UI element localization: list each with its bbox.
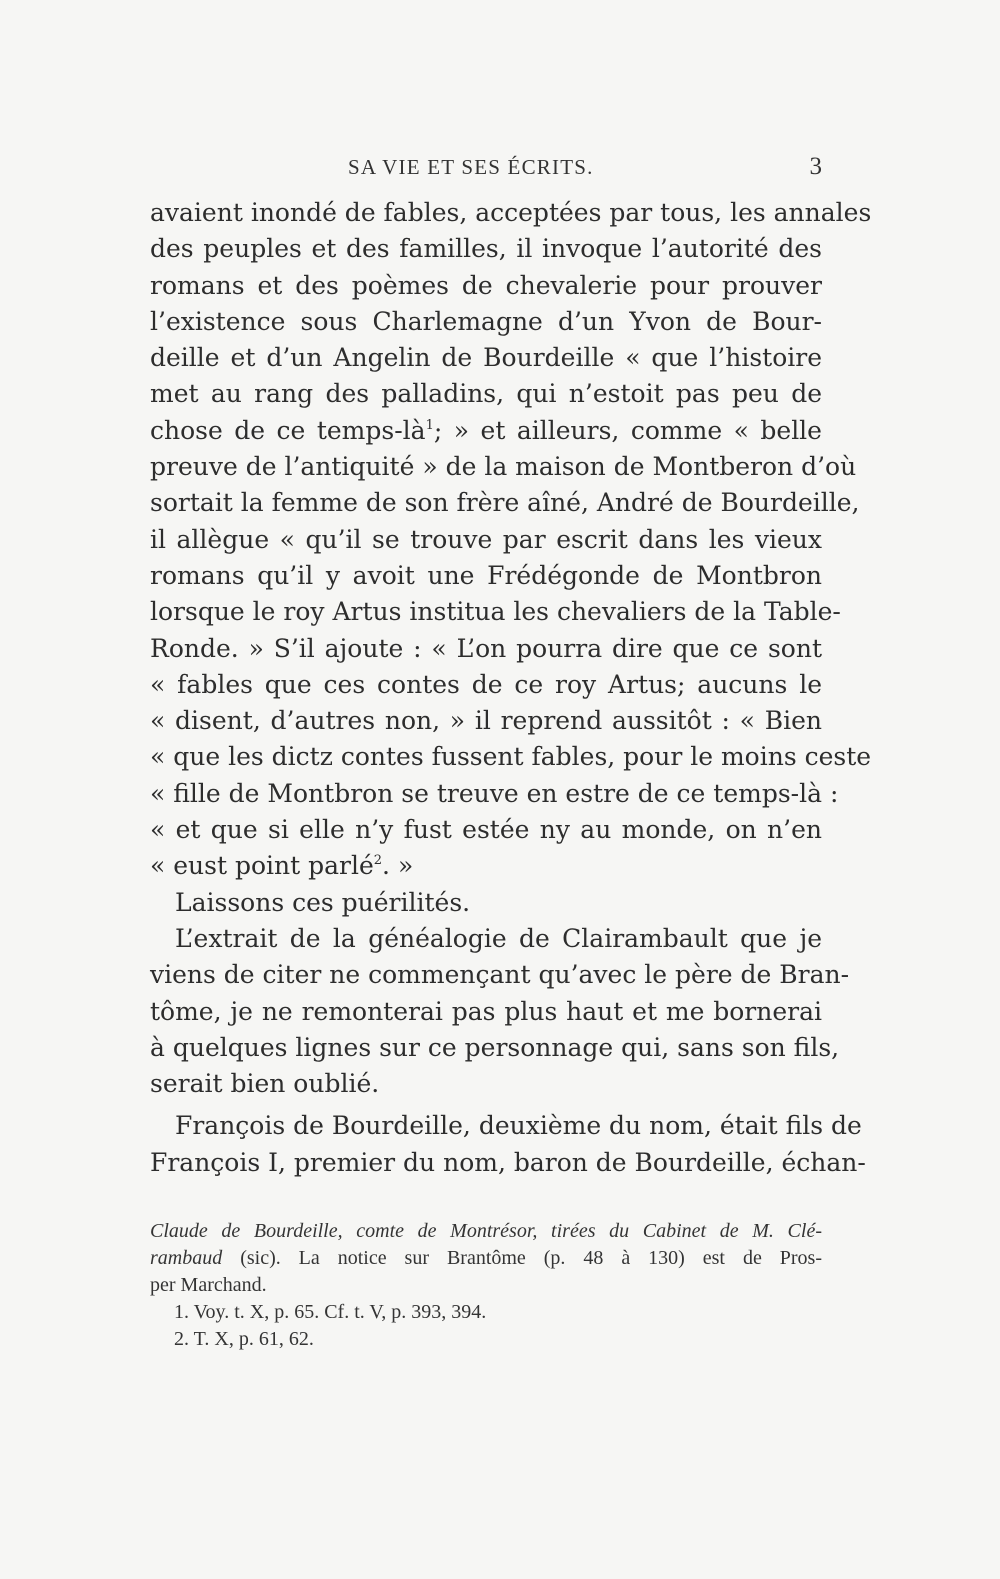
footnote-ref-2[interactable]: 2 xyxy=(373,853,383,869)
text-line: deille et d’un Angelin de Bourdeille « que l’histoire xyxy=(150,343,822,373)
text-line xyxy=(150,413,822,449)
text-segment: chose de ce temps-là xyxy=(150,415,426,445)
text-line: « disent, d’autres non, » il reprend aussitôt : « Bien xyxy=(150,706,822,736)
text-segment: « eust point parlé xyxy=(150,851,374,881)
text-line: « et que si elle n’y fust estée ny au monde, on n’en xyxy=(150,815,822,845)
text-line: viens de citer ne commençant qu’avec le père de Bran- xyxy=(150,960,850,990)
footnote-continuation-line: Claude de Bourdeille, comte de Montrésor, tirées du Cabinet de M. Clé- xyxy=(150,1220,822,1242)
text-line: l’existence sous Charlemagne d’un Yvon de Bour- xyxy=(150,306,822,336)
text-line: met au rang des palladins, qui n’estoit pas peu de xyxy=(150,379,822,409)
text-segment: rambaud xyxy=(150,1247,223,1269)
text-line: lorsque le roy Artus institua les chevaliers de la Table- xyxy=(150,597,841,627)
text-line: à quelques lignes sur ce personnage qui, sans son fils, xyxy=(150,1032,840,1062)
text-line: il allègue « qu’il se trouve par escrit dans les vieux xyxy=(150,524,822,554)
text-line: serait bien oublié. xyxy=(150,1069,380,1099)
text-line: « que les dictz contes fussent fables, pour le moins ceste xyxy=(150,742,872,772)
paragraph-1 xyxy=(150,195,872,885)
footnotes xyxy=(150,1218,822,1353)
text-line: tôme, je ne remonterai pas plus haut et me bornerai xyxy=(150,996,822,1026)
paragraph-4 xyxy=(150,1108,866,1181)
text-line: « fille de Montbron se treuve en estre de ce temps-là : xyxy=(150,778,839,808)
text-line xyxy=(150,848,822,884)
text-segment: (sic). La notice sur Brantôme (p. 48 à 130) est de Pros- xyxy=(222,1247,822,1269)
text-line: sortait la femme de son frère aîné, André de Bourdeille, xyxy=(150,488,860,518)
text-line: romans qu’il y avoit une Frédégonde de Montbron xyxy=(150,560,822,590)
text-line: preuve de l’antiquité » de la maison de Montberon d’où xyxy=(150,452,857,482)
page-number: 3 xyxy=(809,153,822,180)
footnote-ref-1[interactable]: 1 xyxy=(425,417,434,433)
running-title: SA VIE ET SES ÉCRITS. xyxy=(348,155,594,179)
text-line: François de Bourdeille, deuxième du nom, était fils de xyxy=(175,1111,862,1141)
text-line: Laissons ces puérilités. xyxy=(175,887,471,917)
footnote-continuation-line: per Marchand. xyxy=(150,1274,267,1296)
text-line: avaient inondé de fables, acceptées par tous, les annales xyxy=(150,198,872,227)
text-line: François I, premier du nom, baron de Bourdeille, échan- xyxy=(150,1147,866,1177)
footnote-1: 1. Voy. t. X, p. 65. Cf. t. V, p. 393, 394. xyxy=(174,1301,487,1323)
body-text xyxy=(150,195,872,1181)
text-segment: ; » et ailleurs, comme « belle xyxy=(433,415,822,445)
text-line: L’extrait de la généalogie de Clairambault que je xyxy=(175,923,822,953)
text-line: des peuples et des familles, il invoque l’autorité des xyxy=(150,234,822,264)
footnote-2: 2. T. X, p. 61, 62. xyxy=(174,1328,314,1350)
paragraph-2 xyxy=(150,885,822,921)
text-line: romans et des poèmes de chevalerie pour prouver xyxy=(150,270,822,300)
running-head xyxy=(150,155,822,187)
text-segment: . » xyxy=(382,851,414,881)
text-line: « fables que ces contes de ce roy Artus; aucuns le xyxy=(150,669,822,699)
footnote-continuation-line xyxy=(150,1245,822,1272)
text-line: Ronde. » S’il ajoute : « L’on pourra dire que ce sont xyxy=(150,633,822,663)
paragraph-3 xyxy=(150,921,850,1102)
